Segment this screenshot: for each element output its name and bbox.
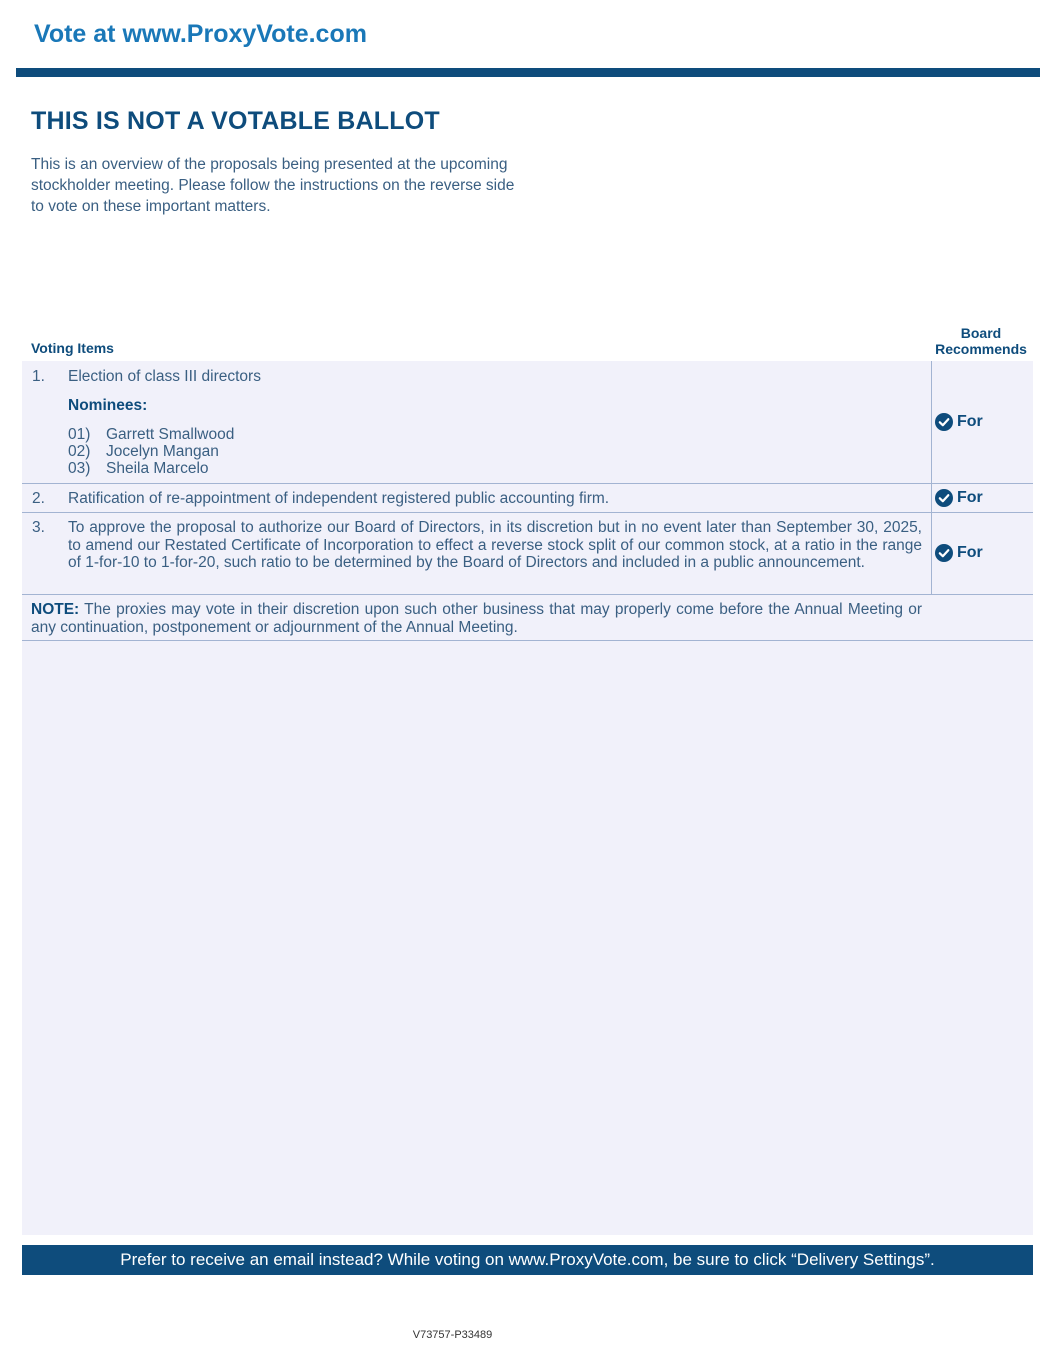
voting-items-header: Voting Items xyxy=(31,340,114,356)
note-row xyxy=(22,595,1033,641)
item-text: To approve the proposal to authorize our Board of Directors, in its discretion but in no event later than September 30, 2025, to amend our Restated Certificate of Incorporation to effect a reverse stock split of our common stock, at a ratio in the range of 1-for-10 to 1-for-20, such ratio to be determined by the Board of Directors and included in a public announcement. xyxy=(68,519,922,571)
voting-item-row xyxy=(22,361,1033,484)
recommendation xyxy=(935,489,983,507)
recommendation-label: For xyxy=(957,489,983,506)
board-recommends-header-line2: Recommends xyxy=(935,341,1027,357)
column-divider xyxy=(931,484,932,512)
column-divider xyxy=(931,361,932,483)
board-recommends-header xyxy=(929,325,1033,357)
recommendation-label: For xyxy=(957,544,983,561)
item-text: Election of class III directors xyxy=(68,368,261,385)
document-code: V73757-P33489 xyxy=(412,1329,493,1341)
item-number: 2. xyxy=(32,490,45,507)
checkmark-circle-icon xyxy=(935,544,953,562)
nominee-name: Jocelyn Mangan xyxy=(106,443,219,460)
voting-item-row xyxy=(22,484,1033,513)
nominee-number: 01) xyxy=(68,426,91,443)
item-number: 3. xyxy=(32,519,45,536)
nominees-label: Nominees: xyxy=(68,397,148,414)
voting-item-row xyxy=(22,513,1033,595)
item-number: 1. xyxy=(32,368,45,385)
recommendation-label: For xyxy=(957,413,983,430)
nominee-name: Sheila Marcelo xyxy=(106,460,209,477)
board-recommends-header-line1: Board xyxy=(960,325,1002,341)
footer-banner: Prefer to receive an email instead? While voting on www.ProxyVote.com, be sure to click “Delivery Settings”. xyxy=(22,1245,1033,1275)
item-text: Ratification of re-appointment of independent registered public accounting firm. xyxy=(68,490,610,507)
nominee-item xyxy=(68,426,234,444)
page-title: THIS IS NOT A VOTABLE BALLOT xyxy=(31,107,440,135)
nominee-item xyxy=(68,460,209,478)
nominee-number: 02) xyxy=(68,443,91,460)
recommendation xyxy=(935,413,983,431)
recommendation xyxy=(935,544,983,562)
checkmark-circle-icon xyxy=(935,489,953,507)
checkmark-circle-icon xyxy=(935,413,953,431)
column-divider xyxy=(931,513,932,594)
nominee-name: Garrett Smallwood xyxy=(106,426,235,443)
voting-table xyxy=(22,361,1033,1235)
nominee-number: 03) xyxy=(68,460,91,477)
intro-text: This is an overview of the proposals being presented at the upcoming stockholder meeting. Please follow the instructions on the reverse side to vote on these important matters. xyxy=(31,156,515,215)
note-body: The proxies may vote in their discretion upon such other business that may properly come before the Annual Meeting or any continuation, postponement or adjournment of the Annual Meeting. xyxy=(31,601,922,636)
header-divider xyxy=(16,68,1040,77)
note-label: NOTE: xyxy=(31,601,80,618)
nominee-item xyxy=(68,443,219,461)
header-title: Vote at www.ProxyVote.com xyxy=(34,20,367,48)
